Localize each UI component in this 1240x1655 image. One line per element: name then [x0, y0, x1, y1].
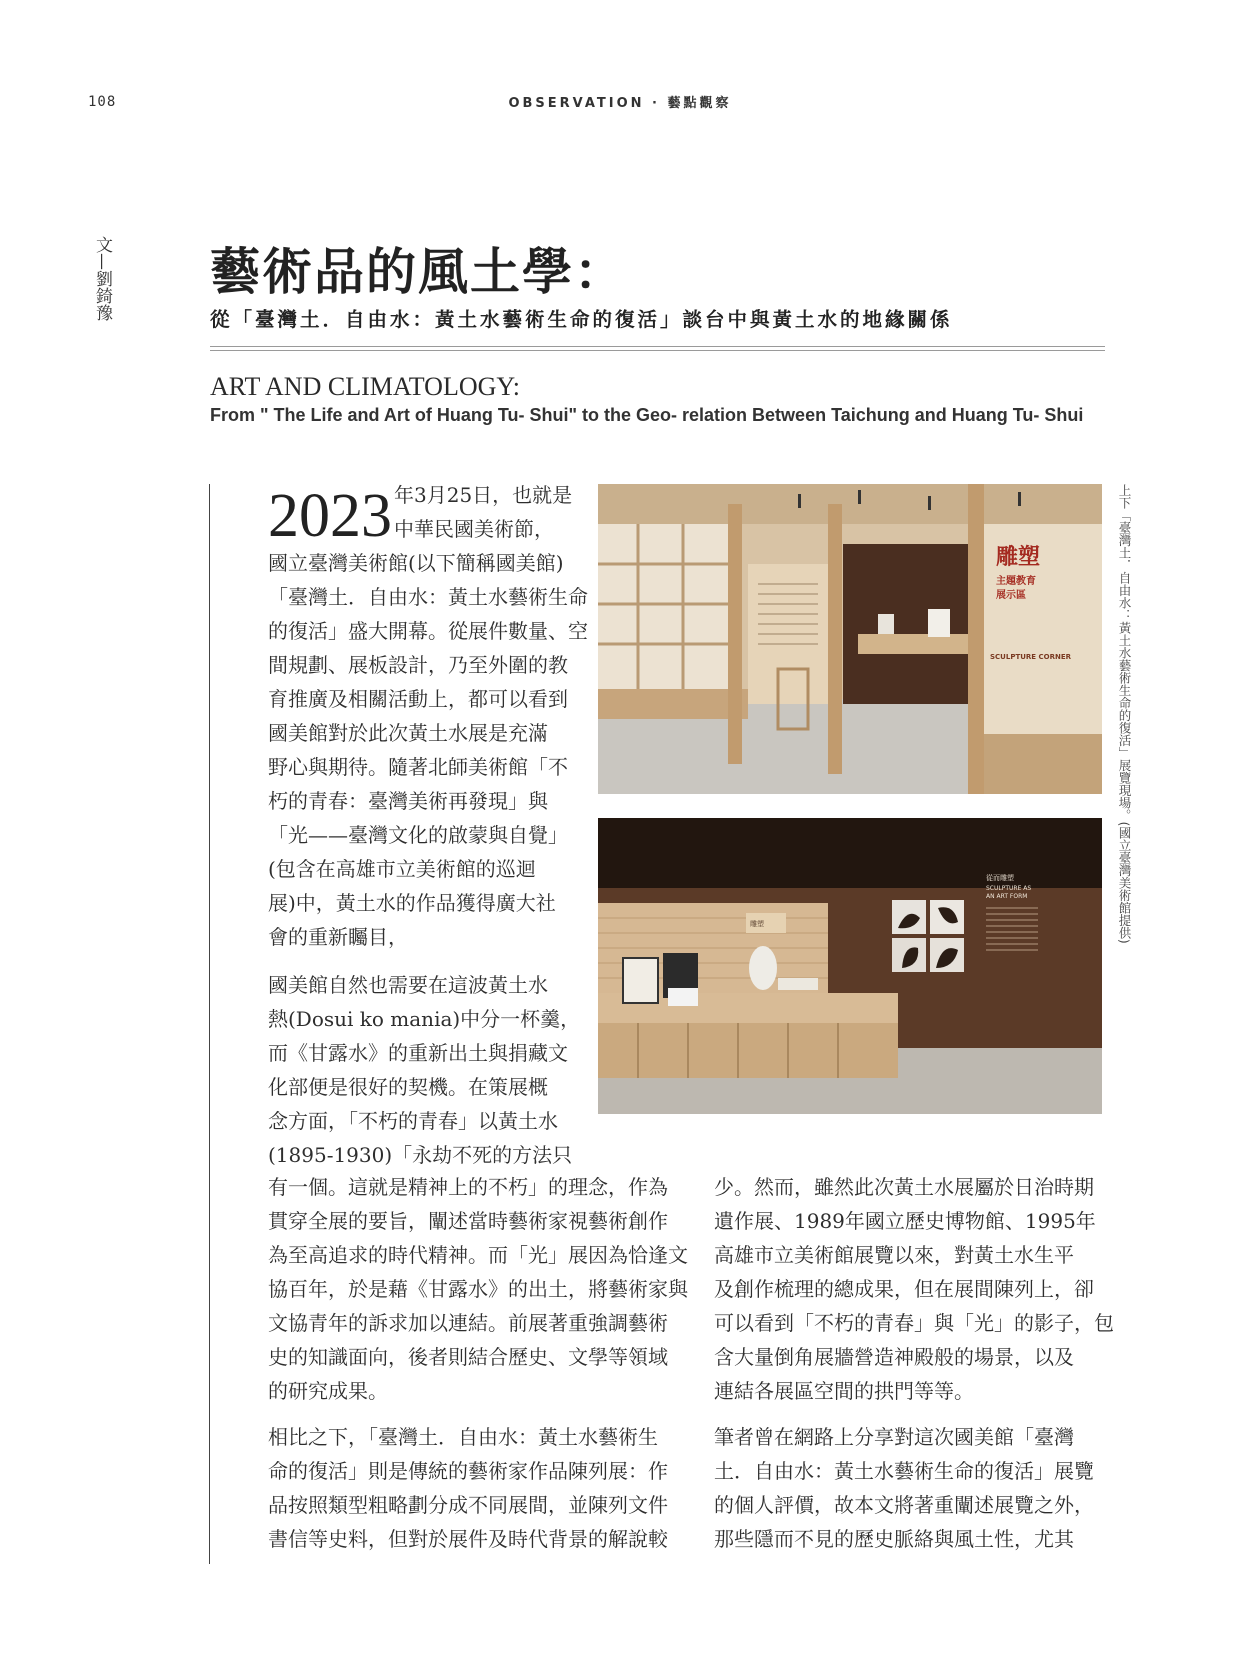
- exhibition-photo-top: [598, 484, 1102, 794]
- paragraph-4: 少。然而，雖然此次黃土水展屬於日治時期 遺作展、1989年國立歷史博物館、1995年 高雄市立美術館展覽以來，對黃土水生平 及創作梳理的總成果，但在展間陳列上，卻 可以看到「不朽的青春」與「光」的影子，包 含大量倒角展牆營造神殿般的場景，以及 連結各展區空間的拱門等等。: [714, 1175, 1114, 1403]
- sign-en-text: SCULPTURE CORNER: [990, 653, 1072, 661]
- article-subtitle-en: From " The Life and Art of Huang Tu- Shui" to the Geo- relation Between Taichung and Huang Tu- Shui: [210, 405, 1084, 425]
- article-subtitle-zh: 從「臺灣土．自由水：黃土水藝術生命的復活」談台中與黃土水的地緣關係: [210, 308, 953, 331]
- title-rule-bottom: [210, 350, 1105, 351]
- case-label-text: 雕塑: [750, 920, 764, 928]
- drop-cap: 2023: [268, 482, 392, 550]
- sign-sub2-text: 展示區: [996, 590, 1026, 601]
- author-byline: 文—劉錡豫: [92, 236, 112, 321]
- exhibition-photo-bottom: [598, 818, 1102, 1114]
- photo-caption: 上下「臺灣土．自由水：黃土水藝術生命的復活」展覽現場。(國立臺灣美術館提供): [1117, 484, 1132, 944]
- sign-title-text: 雕塑: [996, 545, 1041, 570]
- page-number: 108: [88, 94, 117, 110]
- paragraph-2: 國美館自然也需要在這波黃土水 熱(Dosui ko mania)中分一杯羹， 而《甘露水》的重新出土與捐藏文 化部便是很好的契機。在策展概 念方面，「不朽的青春」以黃土水 (1895-1930)「永劫不死的方法只: [268, 973, 581, 1167]
- title-rule-top: [210, 346, 1105, 347]
- wall-zh-text: 從而雕塑: [986, 874, 1014, 882]
- paragraph-5: 筆者曾在網路上分享對這次國美館「臺灣 土．自由水：黃土水藝術生命的復活」展覽 的個人評價，故本文將著重闡述展覽之外， 那些隱而不見的歷史脈絡與風土性，尤其: [714, 1425, 1094, 1551]
- wall-en1-text: SCULPTURE AS: [986, 885, 1032, 892]
- column-rule: [209, 484, 210, 1564]
- wall-en2-text: AN ART FORM: [986, 893, 1028, 900]
- paragraph-2-continued: 有一個。這就是精神上的不朽」的理念，作為 貫穿全展的要旨，闡述當時藝術家視藝術創作 為至高追求的時代精神。而「光」展因為恰逢文 協百年，於是藉《甘露水》的出土，將藝術家與 文協青年的訴求加以連結。前展著重強調藝術 史的知識面向，後者則結合歷史、文學等領域 的研究成果。: [268, 1175, 688, 1403]
- paragraph-1-lead: 年3月25日，也就是 中華民國美術節，: [394, 483, 573, 541]
- paragraph-1: 國立臺灣美術館(以下簡稱國美館) 「臺灣土．自由水：黃土水藝術生命 的復活」盛大開幕。從展件數量、空 間規劃、展板設計，乃至外圍的教 育推廣及相關活動上，都可以看到 國美館對於此次黃土水展是充滿 野心與期待。隨著北師美術館「不 朽的青春：臺灣美術再發現」與 「光——臺灣文化的啟蒙與自覺」 (包含在高雄市立美術館的巡迴 展)中，黃土水的作品獲得廣大社 會的重新矚目，: [268, 551, 588, 949]
- sign-sub1-text: 主題教育: [996, 576, 1036, 587]
- running-head: OBSERVATION · 藝點觀察: [508, 96, 732, 111]
- article-title-en: ART AND CLIMATOLOGY:: [210, 372, 520, 401]
- article-title-zh: 藝術品的風土學：: [210, 242, 626, 301]
- paragraph-3: 相比之下，「臺灣土．自由水：黃土水藝術生 命的復活」則是傳統的藝術家作品陳列展：作 品按照類型粗略劃分成不同展間，並陳列文件 書信等史料，但對於展件及時代背景的解說較: [268, 1425, 668, 1551]
